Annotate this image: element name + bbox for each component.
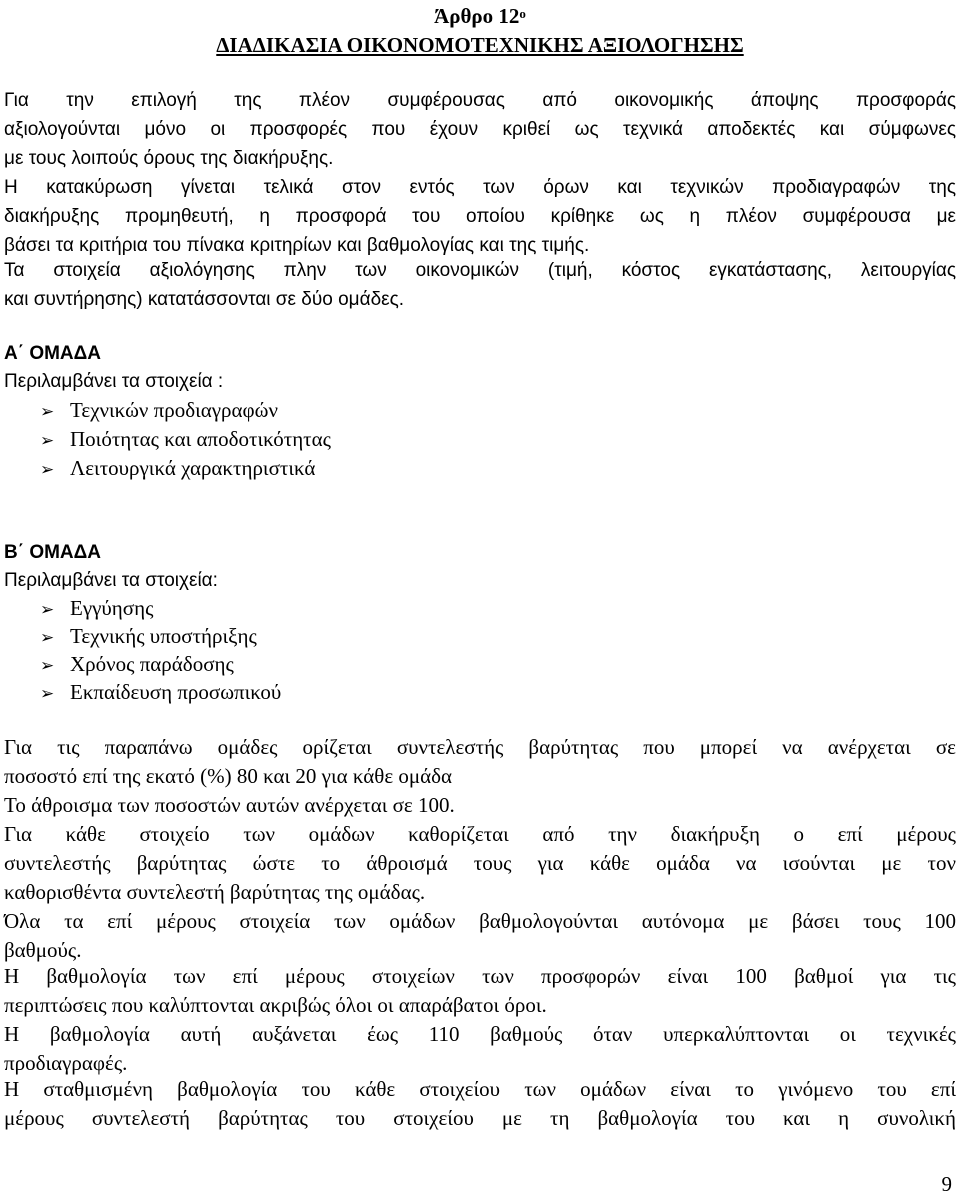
group-b-heading: Β΄ ΟΜΑΔΑ [4,542,102,563]
article-title: Άρθρο $12^o$ [434,4,526,28]
closing-line: Η βαθμολογία αυτή αυξάνεται έως 110 βαθμούς όταν υπερκαλύπτονται οι τεχνικές [4,1022,956,1046]
arrow-bullet-icon: ➢ [40,402,55,422]
article-title-superscript: ο [519,6,526,21]
group-a-item: ➢ Τεχνικών προδιαγραφών [40,396,278,426]
arrow-bullet-icon: ➢ [40,684,55,704]
intro-line: διακήρυξης προμηθευτή, η προσφορά του οποίου κρίθηκε ως η πλέον συμφέρουσα με [4,206,956,227]
intro-line: με τους λοιπούς όρους της διακήρυξης. [4,148,334,169]
arrow-bullet-icon: ➢ [40,656,55,676]
closing-line: μέρους συντελεστή βαρύτητας του στοιχείου με τη βαθμολογία του και η συνολική [4,1106,956,1130]
arrow-bullet-icon: ➢ [40,628,55,648]
closing-line: Για κάθε στοιχείο των ομάδων καθορίζεται από την διακήρυξη ο επί μέρους [4,822,956,846]
closing-line: βαθμούς. [4,938,82,962]
group-a-intro: Περιλαμβάνει τα στοιχεία : [4,371,224,392]
intro-line: αξιολογούνται μόνο οι προσφορές που έχουν κριθεί ως τεχνικά αποδεκτές και σύμφωνες [4,119,956,140]
closing-line: περιπτώσεις που καλύπτονται ακριβώς όλοι οι απαράβατοι όροι. [4,993,547,1017]
arrow-bullet-icon: ➢ [40,460,55,480]
closing-line: ποσοστό επί της εκατό (%) 80 και 20 για κάθε ομάδα [4,764,453,788]
closing-line: Η βαθμολογία των επί μέρους στοιχείων των προσφορών είναι 100 βαθμοί για τις [4,964,956,988]
arrow-bullet-icon: ➢ [40,600,55,620]
page-number: 9 [941,1172,952,1196]
group-b-item: ➢ Εγγύησης [40,594,153,624]
closing-line: συντελεστής βαρύτητας ώστε το άθροισμά τους για κάθε ομάδα να ισούνται με τον [4,851,956,875]
group-a-item: ➢ Λειτουργικά χαρακτηριστικά [40,454,315,484]
closing-line: Για τις παραπάνω ομάδες ορίζεται συντελεστής βαρύτητας που μπορεί να ανέρχεται σε [4,735,956,759]
group-a-heading: Α΄ ΟΜΑΔΑ [4,343,102,364]
group-b-item: ➢ Εκπαίδευση προσωπικού [40,678,281,708]
group-b-item: ➢ Τεχνικής υποστήριξης [40,622,257,652]
closing-line: Η σταθμισμένη βαθμολογία του κάθε στοιχείου των ομάδων είναι το γινόμενο του επί [4,1077,956,1101]
closing-line: Το άθροισμα των ποσοστών αυτών ανέρχεται σε 100. [4,793,455,817]
group-a-item: ➢ Ποιότητας και αποδοτικότητας [40,425,331,455]
group-b-item: ➢ Χρόνος παράδοσης [40,650,234,680]
intro-line: και συντήρησης) κατατάσσονται σε δύο ομάδες. [4,289,405,310]
closing-line: προδιαγραφές. [4,1051,128,1075]
intro-line: Τα στοιχεία αξιολόγησης πλην των οικονομικών (τιμή, κόστος εγκατάστασης, λειτουργίας [4,260,956,281]
arrow-bullet-icon: ➢ [40,431,55,451]
closing-line: καθορισθέντα συντελεστή βαρύτητας της ομάδας. [4,880,426,904]
group-b-intro: Περιλαμβάνει τα στοιχεία: [4,570,218,591]
intro-line: Για την επιλογή της πλέον συμφέρουσας από οικονομικής άποψης προσφοράς [4,90,956,111]
intro-line: Η κατακύρωση γίνεται τελικά στον εντός των όρων και τεχνικών προδιαγραφών της [4,177,956,198]
closing-line: Όλα τα επί μέρους στοιχεία των ομάδων βαθμολογούνται αυτόνομα με βάσει τους 100 [4,909,956,933]
intro-line: βάσει τα κριτήρια του πίνακα κριτηρίων και βαθμολογίας και της τιμής. [4,235,590,256]
article-subtitle: ΔΙΑΔΙΚΑΣΙΑ ΟΙΚΟΝΟΜΟΤΕΧΝΙΚΗΣ ΑΞΙΟΛΟΓΗΣΗΣ [216,33,744,57]
